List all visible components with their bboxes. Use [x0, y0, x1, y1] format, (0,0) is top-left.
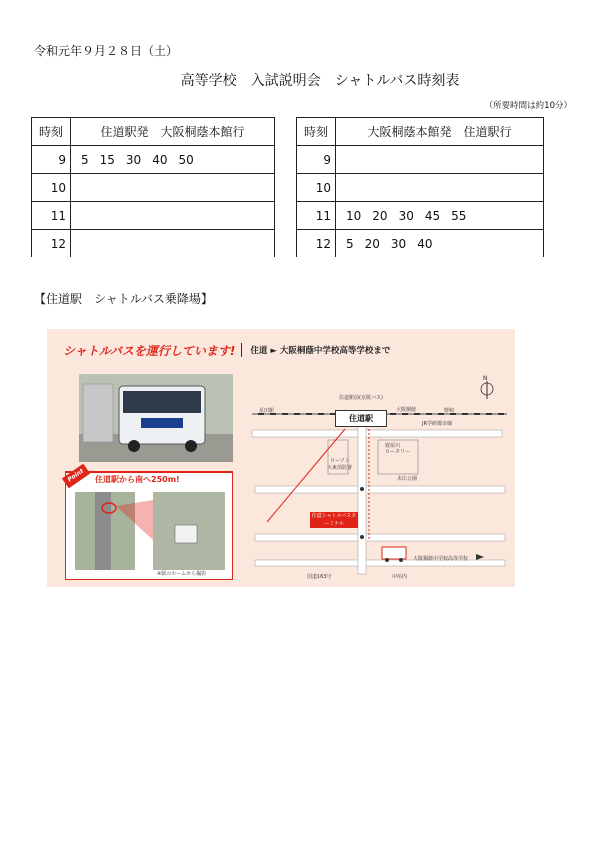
- map-label: 中垣内: [392, 574, 408, 580]
- table-row: [297, 146, 544, 174]
- map-label: 野崎: [444, 408, 455, 414]
- page-title: 高等学校 入試説明会 シャトルバス時刻表: [180, 73, 460, 89]
- date-line: 令和元年９月２８日（土）: [34, 44, 179, 58]
- hour-cell: 9: [32, 146, 71, 174]
- col-route-header: 大阪桐蔭本館発 住道駅行: [336, 118, 544, 146]
- times-cell: [336, 230, 544, 258]
- times-cell: [71, 174, 275, 202]
- time-value: 45: [424, 208, 441, 223]
- times-cell: [71, 202, 275, 230]
- hour-cell: 10: [297, 174, 336, 202]
- shuttle-terminal-marker: 住道シャトルバスターミナル: [311, 513, 357, 527]
- map-label: 大阪桐蔭: [396, 407, 417, 413]
- map-label: 星田駅: [259, 408, 275, 414]
- hour-cell: 10: [32, 174, 71, 202]
- banner-headline: シャトルバスを運行しています!: [63, 343, 236, 358]
- photo-caption: ※駅のホームから撮影: [157, 571, 207, 577]
- hour-cell: 9: [297, 146, 336, 174]
- table-row: [297, 230, 544, 258]
- time-value: 40: [417, 236, 433, 251]
- hour-cell: 12: [297, 230, 336, 258]
- time-value: 30: [390, 236, 407, 251]
- time-value: 30: [125, 152, 142, 167]
- point-title: 住道駅から南へ250m!: [95, 475, 180, 484]
- time-value: 20: [364, 236, 380, 251]
- north-indicator: N: [483, 375, 488, 382]
- time-value: 20: [372, 208, 388, 223]
- times-cell: [336, 174, 544, 202]
- time-value: 55: [451, 208, 467, 223]
- col-hour-header: 時刻: [297, 118, 336, 146]
- point-callout: [65, 467, 233, 580]
- map-label: 末広公園: [397, 476, 418, 482]
- hour-cell: 11: [32, 202, 71, 230]
- table-row: [32, 202, 275, 230]
- time-value: 40: [152, 152, 168, 167]
- col-hour-header: 時刻: [32, 118, 71, 146]
- shuttle-map-image: [47, 329, 515, 587]
- time-value: 15: [99, 152, 115, 167]
- bus-photo: [79, 374, 233, 462]
- hour-cell: 11: [297, 202, 336, 230]
- station-box: 住道駅: [335, 410, 387, 427]
- time-value: 50: [178, 152, 194, 167]
- banner-route: 住道 ► 大阪桐蔭中学校高等学校まで: [250, 346, 391, 356]
- time-value: 5: [346, 236, 354, 251]
- school-label: 大阪桐蔭中学校高等学校: [413, 556, 469, 562]
- map-label: 国道163号: [307, 574, 332, 580]
- table-row: [297, 202, 544, 230]
- bus-stop-label: 住道駅前(京阪バス): [339, 395, 383, 401]
- times-cell: [71, 230, 275, 258]
- table-row: [32, 230, 275, 258]
- map-label: 大東消防署: [327, 465, 353, 471]
- duration-note: （所要時間は約10分）: [484, 101, 572, 111]
- timetable-return: [296, 117, 544, 257]
- map-label: ロータリー: [385, 449, 411, 455]
- table-row: [297, 174, 544, 202]
- times-cell: [336, 202, 544, 230]
- map-label: JR学研都市線: [422, 421, 452, 427]
- map-label: ローソン: [330, 458, 350, 464]
- section-title: 【住道駅 シャトルバス乗降場】: [34, 292, 213, 306]
- timetable-outbound: [31, 117, 275, 257]
- map-label: 寝屋川: [385, 443, 401, 449]
- time-value: 30: [398, 208, 414, 223]
- times-cell: [71, 146, 275, 174]
- table-row: [32, 174, 275, 202]
- time-value: 10: [346, 208, 362, 223]
- time-value: 5: [81, 152, 89, 167]
- times-cell: [336, 146, 544, 174]
- table-row: [32, 146, 275, 174]
- col-route-header: 住道駅発 大阪桐蔭本館行: [71, 118, 275, 146]
- hour-cell: 12: [32, 230, 71, 258]
- point-badge: Point: [62, 464, 90, 489]
